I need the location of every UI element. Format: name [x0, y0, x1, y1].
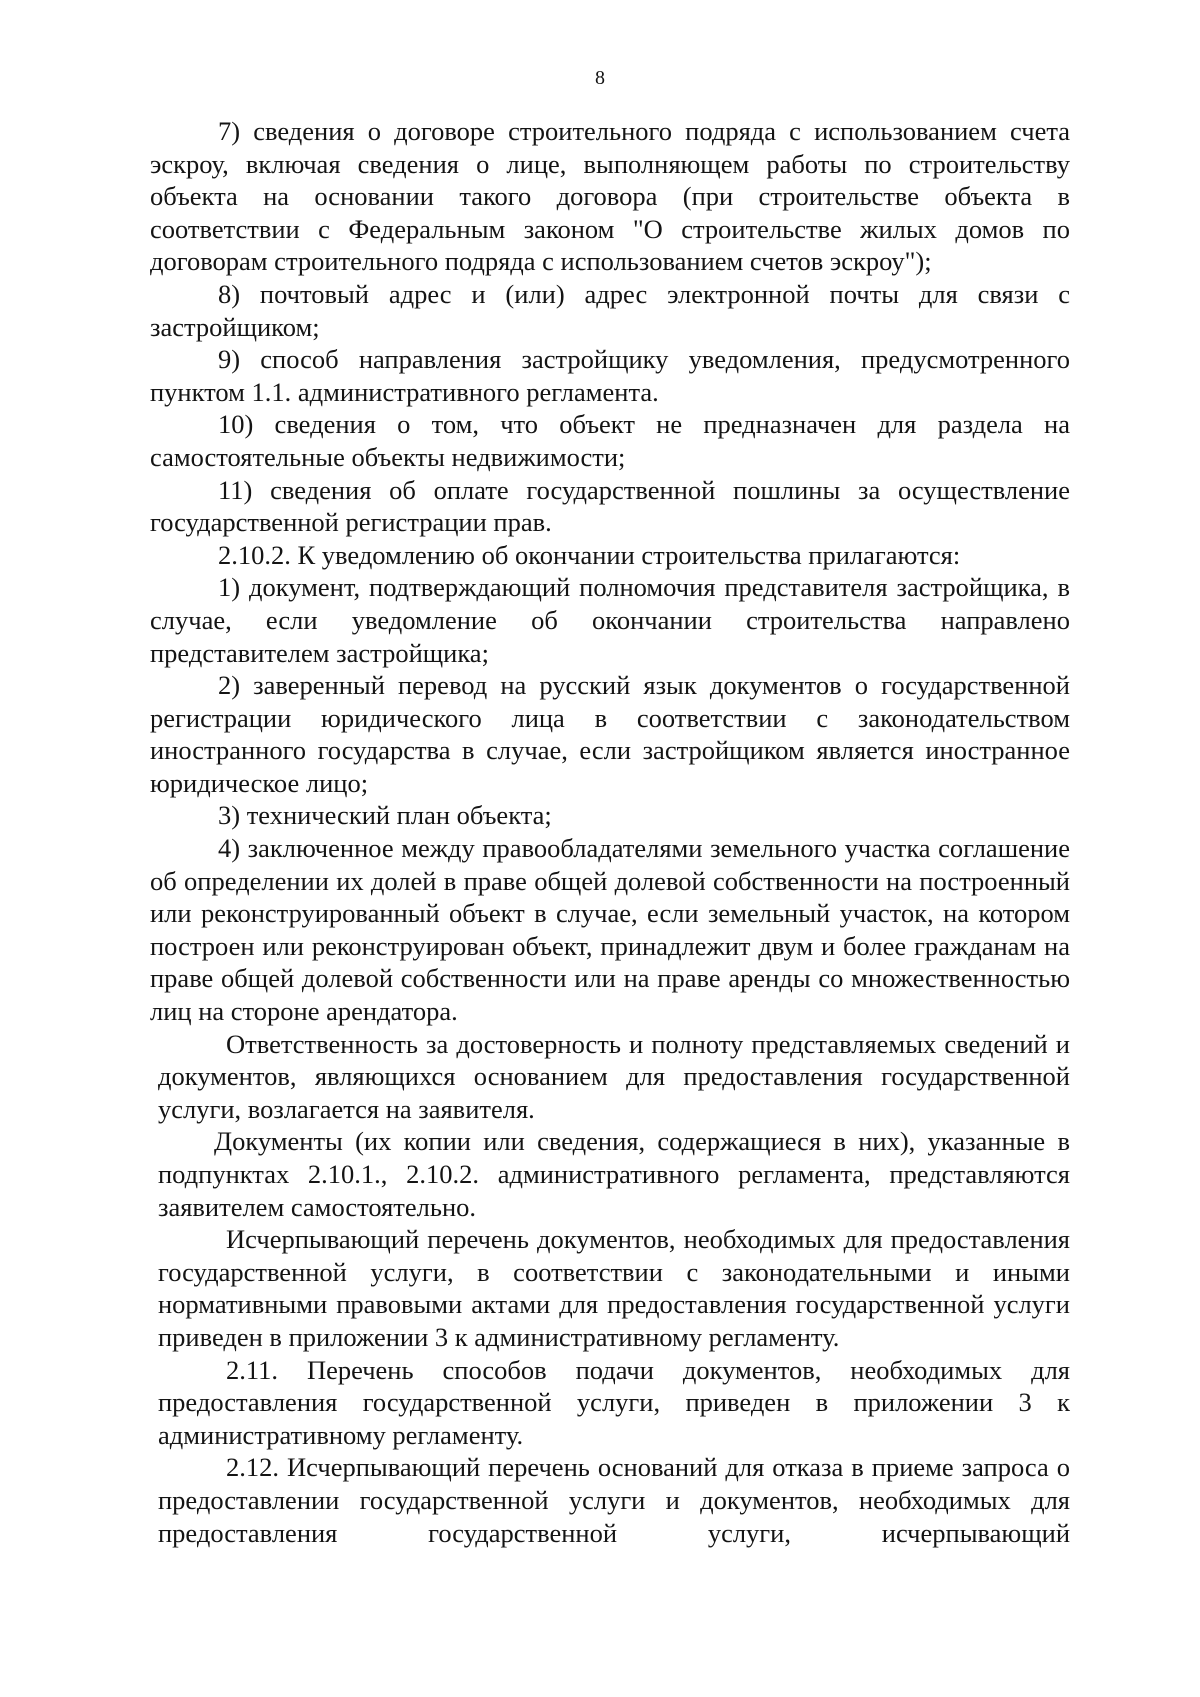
- paragraph-item-10: 10) сведения о том, что объект не предназначен для раздела на самостоятельные объекты недвижимости;: [150, 409, 1070, 472]
- documents-list-paragraph: Исчерпывающий перечень документов, необходимых для предоставления государственной услуги, в соответствии с законодательными и иными нормативными правовыми актами для предоставления государственной услуги приведен в приложении 3 к административному регламенту.: [158, 1224, 1070, 1352]
- paragraph-item-8: 8) почтовый адрес и (или) адрес электронной почты для связи с застройщиком;: [150, 278, 1070, 342]
- paragraph-item-9: 9) способ направления застройщику уведомления, предусмотренного пунктом 1.1. административного регламента.: [150, 344, 1070, 407]
- attachment-item-1: 1) документ, подтверждающий полномочия представителя застройщика, в случае, если уведомление об окончании строительства направлено представителем застройщика;: [150, 572, 1070, 668]
- document-body: [150, 115, 1070, 1549]
- page-number: 8: [595, 67, 605, 89]
- paragraph-item-7: 7) сведения о договоре строительного подряда с использованием счета эскроу, включая сведения о лице, выполняющем работы по строительству объекта на основании такого договора (при строительстве объекта в соответствии с Федеральным законом "О строительстве жилых домов по договорам строительного подряда с использованием счетов эскроу");: [150, 116, 1070, 277]
- responsibility-paragraph: Ответственность за достоверность и полноту представляемых сведений и документов, являющихся основанием для предоставления государственной услуги, возлагается на заявителя.: [158, 1028, 1070, 1124]
- attachment-item-3: 3) технический план объекта;: [218, 800, 552, 831]
- paragraph-item-11: 11) сведения об оплате государственной пошлины за осуществление государственной регистрации прав.: [150, 474, 1070, 538]
- attachment-item-4: 4) заключенное между правообладателями земельного участка соглашение об определении их долей в праве общей долевой собственности на построенный или реконструированный объект в случае, если земельный участок, на котором построен или реконструирован объект, принадлежит двум и более гражданам на праве общей долевой собственности или на праве аренды со множественностью лиц на стороне арендатора.: [150, 833, 1070, 1027]
- paragraph-2-12: 2.12. Исчерпывающий перечень оснований для отказа в приеме запроса о предоставлении государственной услуги и документов, необходимых для предоставления государственной услуги, исчерпывающий: [158, 1452, 1070, 1548]
- lower-section: [158, 1028, 1070, 1550]
- paragraph-2-11: 2.11. Перечень способов подачи документов, необходимых для предоставления государственной услуги, приведен в приложении 3 к административному регламенту.: [158, 1354, 1070, 1450]
- documents-paragraph: Документы (их копии или сведения, содержащиеся в них), указанные в подпунктах 2.10.1., 2.10.2. административного регламента, представляются заявителем самостоятельно.: [158, 1126, 1070, 1222]
- paragraph-2-10-2: 2.10.2. К уведомлению об окончании строительства прилагаются:: [218, 539, 961, 570]
- attachment-item-2: 2) заверенный перевод на русский язык документов о государственной регистрации юридического лица в соответствии с законодательством иностранного государства в случае, если застройщиком является иностранное юридическое лицо;: [150, 670, 1070, 798]
